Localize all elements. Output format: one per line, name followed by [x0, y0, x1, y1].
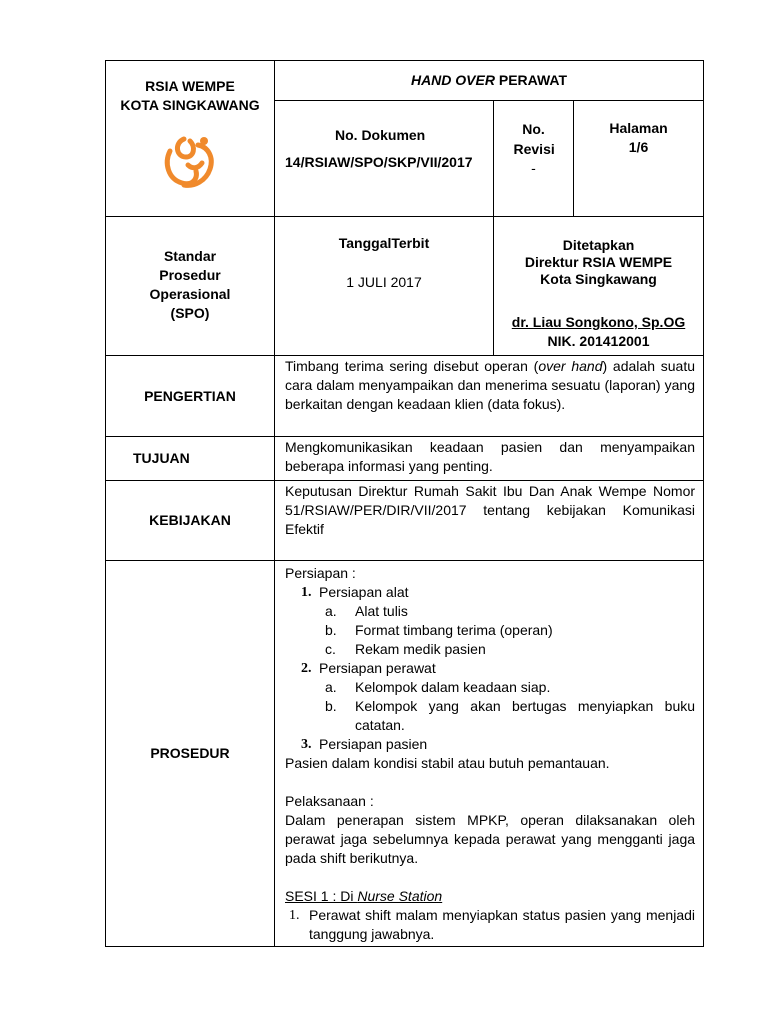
issue-date-cell [275, 217, 494, 356]
approval-line1: Ditetapkan [562, 237, 635, 253]
pelaksanaan-heading: Pelaksanaan : [285, 793, 374, 809]
tujuan-text: Mengkomunikasikan keadaan pasien dan menyampaikan beberapa informasi yang penting. [275, 437, 704, 481]
revision-value: - [531, 160, 536, 176]
spo-label-line4: (SPO) [170, 305, 210, 321]
approval-line3: Kota Singkawang [540, 271, 657, 287]
tujuan-label: TUJUAN [106, 437, 275, 481]
pengertian-text-part1: Timbang terima sering disebut operan ( [285, 358, 539, 374]
title-italic: HAND OVER [410, 72, 495, 88]
issue-date-label: TanggalTerbit [338, 235, 430, 251]
kebijakan-text: Keputusan Direktur Rumah Sakit Ibu Dan Anak Wempe Nomor 51/RSIAW/PER/DIR/VII/2017 tentang kebijakan Komunikasi Efektif [275, 481, 704, 561]
revision-label: No. Revisi [513, 121, 555, 157]
pengertian-text-part2: ) adalah suatu cara dalam menyampaikan dan menerima sesuatu (laporan) yang berkaitan dengan keadaan klien (data fokus). [285, 358, 696, 412]
hospital-name-line2: KOTA SINGKAWANG [120, 97, 260, 113]
prosedur-label: PROSEDUR [106, 561, 275, 947]
page-cell [574, 101, 704, 217]
pasien-note: Pasien dalam kondisi stabil atau butuh pemantauan. [285, 755, 610, 771]
page-value: 1/6 [628, 139, 649, 155]
spo-label-cell [106, 217, 275, 356]
rsia-wempe-logo-icon [158, 129, 222, 193]
pengertian-text [275, 356, 704, 437]
director-name: dr. Liau Songkono, Sp.OG [511, 314, 686, 330]
kebijakan-label: KEBIJAKAN [106, 481, 275, 561]
hospital-cell [106, 61, 275, 217]
doc-number-label: No. Dokumen [335, 127, 426, 143]
pelaksanaan-text: Dalam penerapan sistem MPKP, operan dilaksanakan oleh perawat jaga sebelumnya kepada perawat yang mengganti jaga pada shift berikutnya. [285, 812, 696, 866]
list-item: 1. Persiapan alat [301, 584, 409, 600]
page-label: Halaman [609, 120, 668, 136]
hospital-name-line1: RSIA WEMPE [145, 78, 235, 94]
document-title [275, 61, 704, 101]
approval-cell [494, 217, 704, 356]
spo-label-line2: Prosedur [159, 267, 221, 283]
issue-date-value: 1 JULI 2017 [346, 274, 422, 290]
prosedur-content [275, 561, 704, 947]
director-nik: NIK. 201412001 [547, 333, 650, 349]
spo-label-line1: Standar [163, 248, 217, 264]
persiapan-heading: Persiapan : [285, 565, 356, 581]
list-item: 3. Persiapan pasien [301, 736, 428, 752]
list-item: c. Rekam medik pasien [325, 641, 486, 657]
list-item: b. Kelompok yang akan bertugas menyiapkan buku catatan. [325, 698, 696, 733]
doc-number-cell [275, 101, 494, 217]
sesi1-heading: SESI 1 : Di Nurse Station [285, 888, 443, 904]
list-item: a. Alat tulis [325, 603, 408, 619]
list-item: a. Kelompok dalam keadaan siap. [325, 679, 551, 695]
list-item: 2. Persiapan perawat [301, 660, 436, 676]
title-rest: PERAWAT [494, 72, 568, 88]
spo-table [105, 60, 704, 947]
pengertian-label: PENGERTIAN [106, 356, 275, 437]
pengertian-text-italic: over hand [538, 358, 603, 374]
revision-cell [494, 101, 574, 217]
spo-document [105, 60, 703, 947]
spo-label-line3: Operasional [149, 286, 231, 302]
list-item: b. Format timbang terima (operan) [325, 622, 553, 638]
approval-line2: Direktur RSIA WEMPE [524, 254, 673, 270]
list-item: 1. Perawat shift malam menyiapkan status pasien yang menjadi tanggung jawabnya. [289, 907, 696, 942]
doc-number-value: 14/RSIAW/SPO/SKP/VII/2017 [285, 154, 473, 170]
